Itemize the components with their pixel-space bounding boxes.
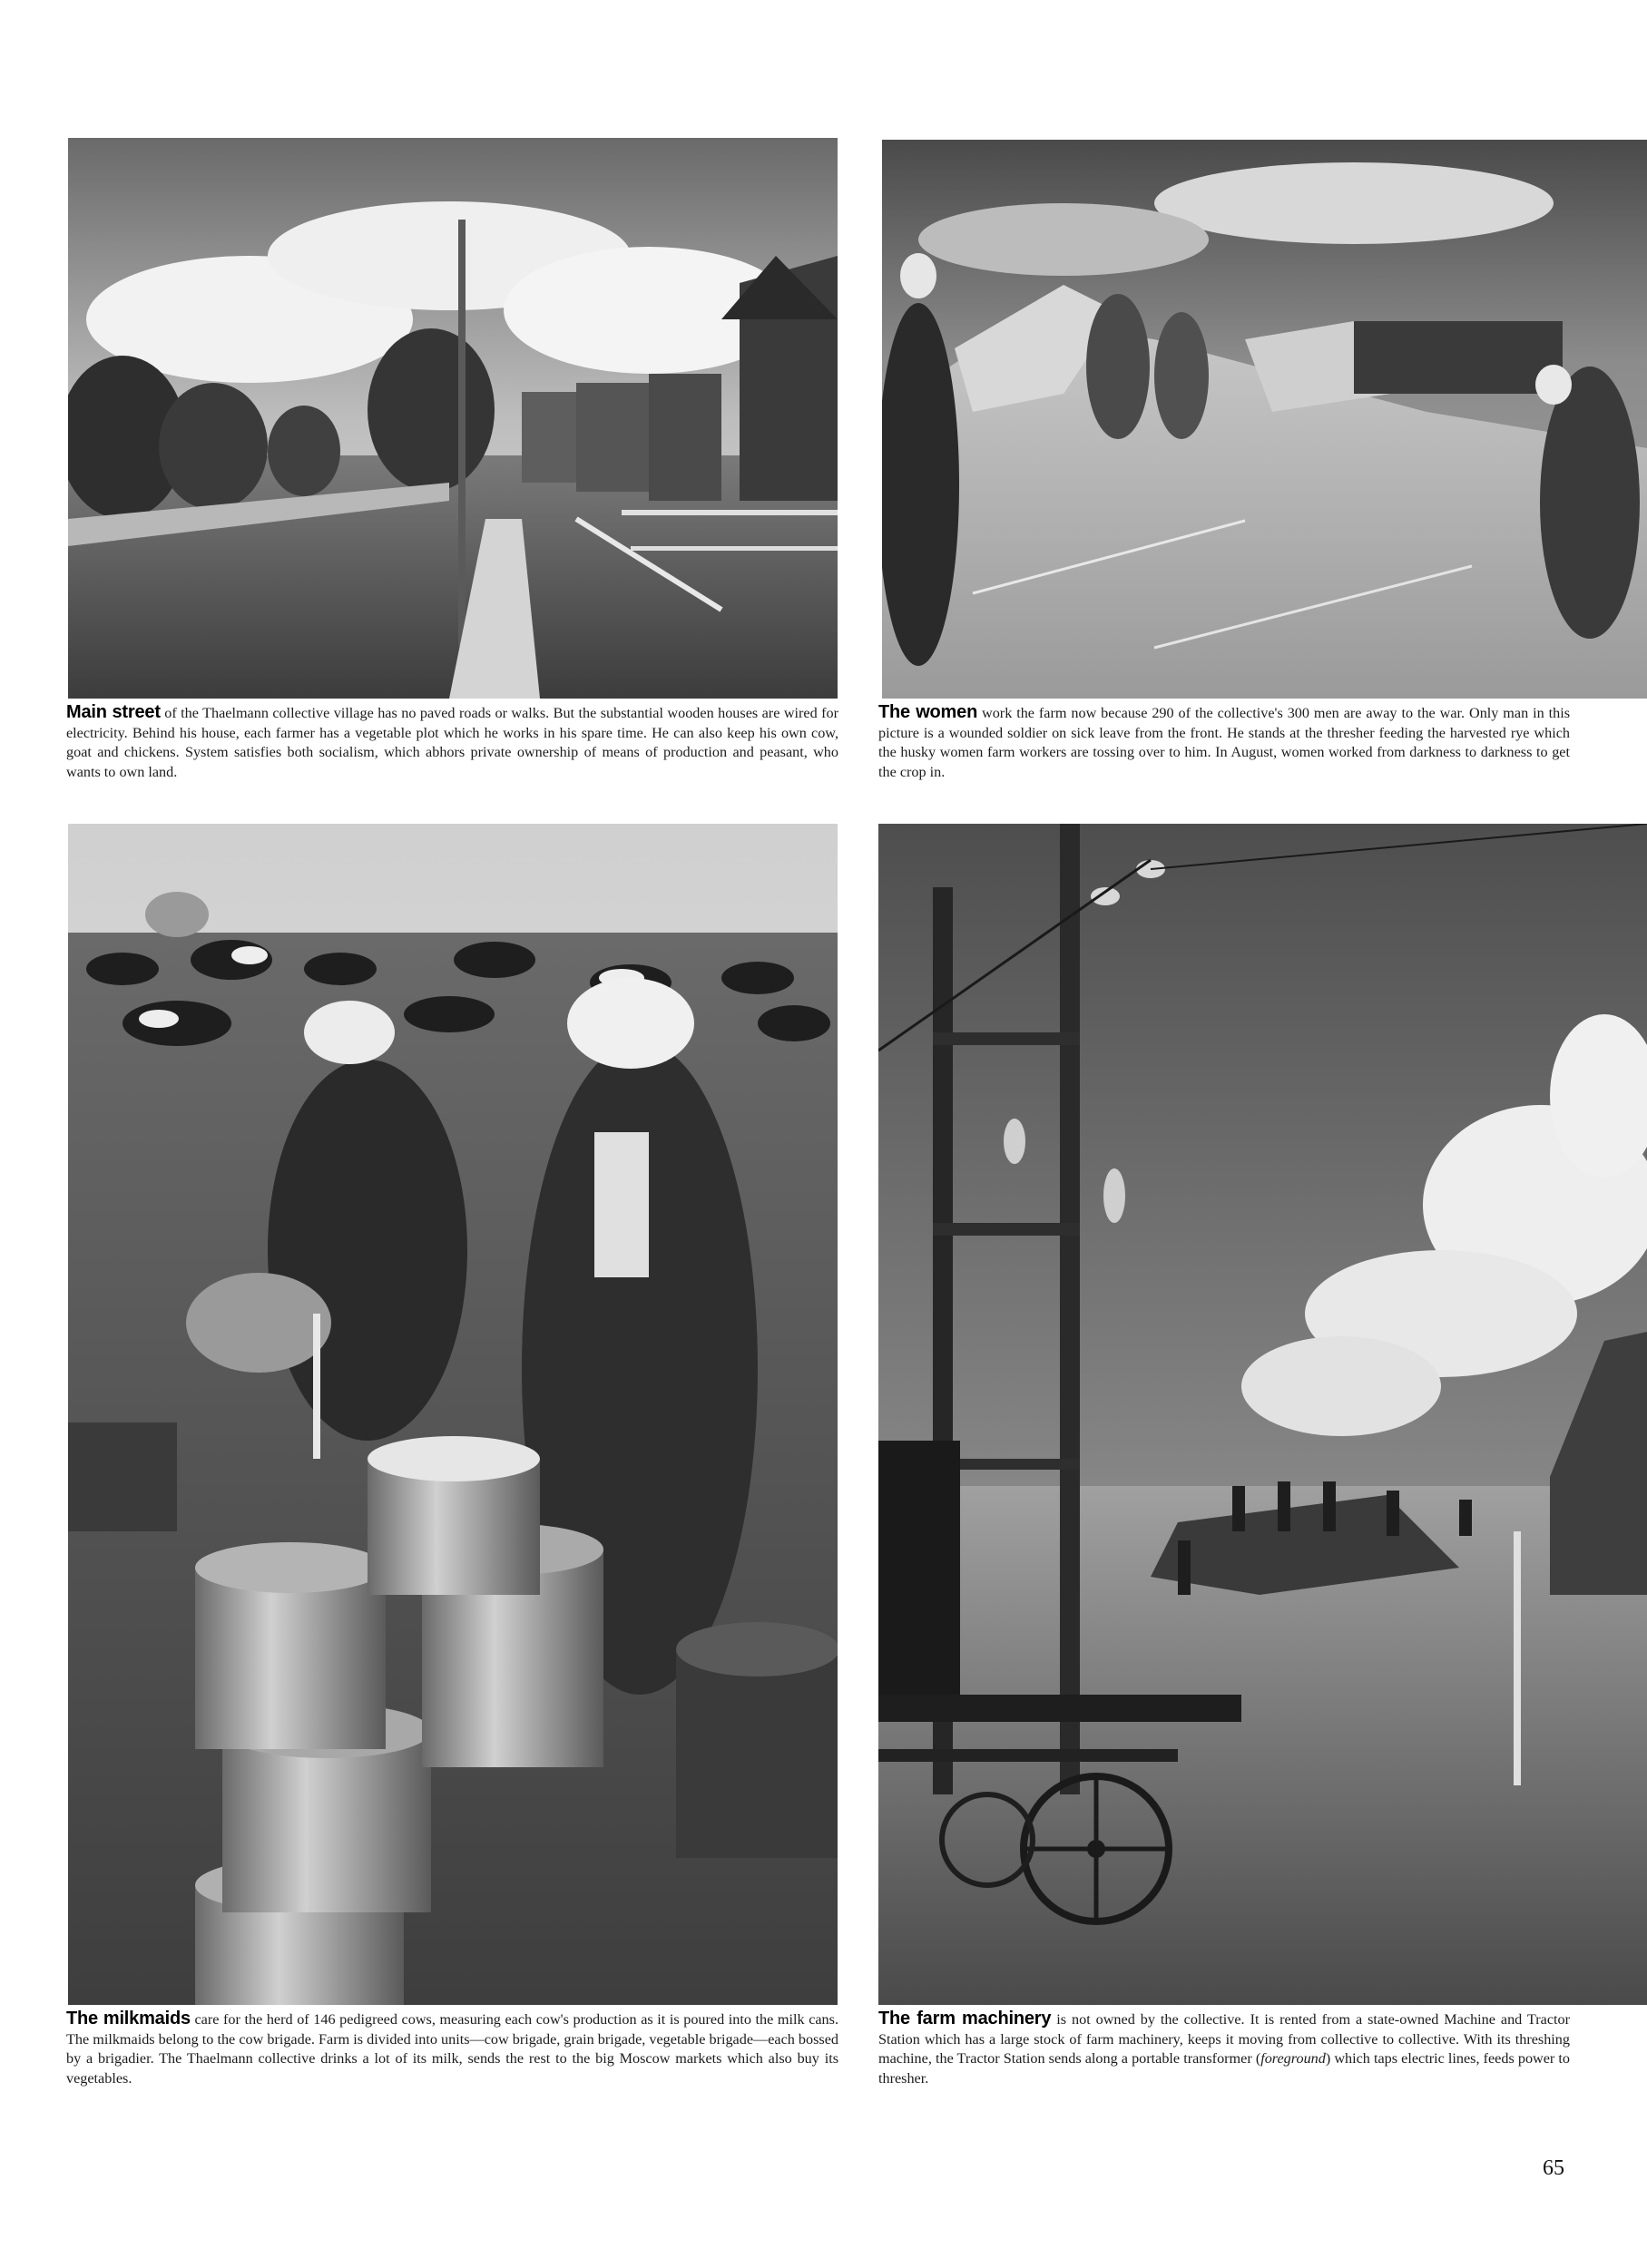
milkmaids-caption-text: care for the herd of 146 pedigreed cows, measuring each cow's production as it is poured into the milk cans. The milkmaids belong to the cow brigade. Farm is divided into units—cow brigade, grain brigade, vegetable brigade—each bossed by a brigadier. The Thaelmann collective drinks a lot of its milk, sends the rest to the big Moscow markets which also buy its vegetables.	[66, 2011, 839, 2087]
milkmaids-caption	[66, 2009, 838, 2088]
farm-machinery-illustration	[878, 824, 1647, 2005]
farm-machinery-caption-text-after: ) which taps electric lines, feeds power to thresher.	[878, 2050, 1570, 2087]
page-number: 65	[1543, 2156, 1564, 2180]
women-illustration	[882, 140, 1647, 699]
main-street-caption	[66, 703, 838, 782]
women-caption-lead: The women	[878, 702, 978, 722]
women-caption	[878, 703, 1570, 782]
farm-machinery-caption	[878, 2009, 1570, 2088]
women-photo	[882, 140, 1647, 699]
main-street-caption-lead: Main street	[66, 702, 161, 722]
women-caption-text: work the farm now because 290 of the collective's 300 men are away to the war. Only man in this picture is a wounded soldier on sick leave from the front. He stands at the thresher feeding the harvested rye which the husky women farm workers are tossing over to him. In August, women worked from darkness to darkness to get the crop in.	[878, 705, 1570, 780]
milkmaids-illustration	[68, 824, 838, 2005]
main-street-photo	[68, 138, 838, 699]
milkmaids-caption-lead: The milkmaids	[66, 2009, 191, 2028]
main-street-illustration	[68, 138, 838, 699]
milkmaids-photo	[68, 824, 838, 2005]
farm-machinery-photo	[878, 824, 1647, 2005]
main-street-caption-text: of the Thaelmann collective village has no paved roads or walks. But the substantial wooden houses are wired for electricity. Behind his house, each farmer has a vegetable plot which he works in his spare time. He can also keep his own cow, goat and chickens. System satisfies both socialism, which abhors private ownership of means of production and peasant, who wants to own land.	[66, 705, 839, 780]
farm-machinery-caption-text-before: is not owned by the collective. It is rented from a state-owned Machine and Tractor Station which has a large stock of farm machinery, keeps it moving from collective to collective. With its threshing machine, the Tractor Station sends along a portable transformer (	[878, 2011, 1570, 2067]
farm-machinery-caption-italic: foreground	[1260, 2050, 1326, 2067]
farm-machinery-caption-lead: The farm machinery	[878, 2009, 1052, 2028]
